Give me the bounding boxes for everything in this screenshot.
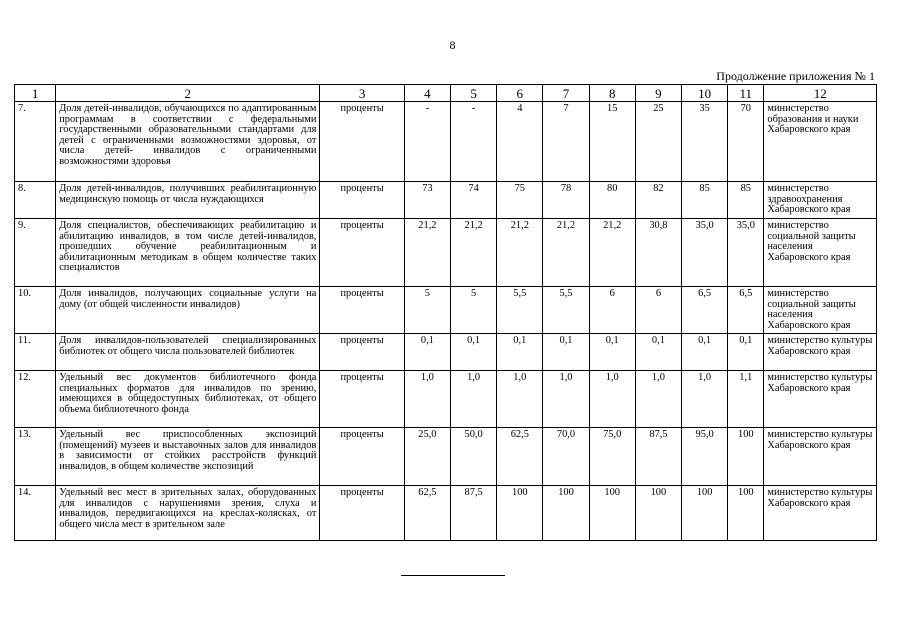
row-number: 9.: [15, 219, 56, 287]
row-number: 14.: [15, 486, 56, 541]
header-cell: 12: [764, 85, 877, 102]
value-cell: 87,5: [451, 486, 497, 541]
value-cell: 30,8: [635, 219, 681, 287]
continuation-caption: Продолжение приложения № 1: [716, 69, 875, 83]
header-cell: 10: [682, 85, 728, 102]
value-cell: 35,0: [682, 219, 728, 287]
value-cell: 50,0: [451, 428, 497, 486]
value-cell: 1,0: [635, 371, 681, 428]
header-cell: 8: [589, 85, 635, 102]
value-cell: 21,2: [543, 219, 589, 287]
header-cell: 4: [404, 85, 450, 102]
header-cell: 1: [15, 85, 56, 102]
value-cell: 82: [635, 182, 681, 219]
value-cell: 1,0: [543, 371, 589, 428]
value-cell: 0,1: [543, 334, 589, 371]
value-cell: 0,1: [728, 334, 764, 371]
responsible-cell: министерство социальной защиты населения Хабаровского края: [764, 219, 877, 287]
value-cell: 35: [682, 102, 728, 182]
header-cell: 9: [635, 85, 681, 102]
value-cell: 75,0: [589, 428, 635, 486]
value-cell: 21,2: [589, 219, 635, 287]
row-number: 7.: [15, 102, 56, 182]
row-number: 12.: [15, 371, 56, 428]
value-cell: 100: [497, 486, 543, 541]
value-cell: 5: [451, 287, 497, 334]
responsible-cell: министерство культуры Хабаровского края: [764, 428, 877, 486]
value-cell: 6: [589, 287, 635, 334]
value-cell: 100: [728, 486, 764, 541]
value-cell: 85: [728, 182, 764, 219]
indicator-cell: Доля детей-инвалидов, обучающихся по адаптированным программам в соответствии с федеральными государственными образовательными стандартами для детей с ограниченными возможностями здоровья, от числа детей- инвалидов с ограниченными возможностями здоровья: [56, 102, 320, 182]
header-cell: 3: [320, 85, 404, 102]
page-number: 8: [449, 38, 456, 52]
table-row: [15, 287, 877, 334]
responsible-cell: министерство образования и науки Хабаровского края: [764, 102, 877, 182]
value-cell: 0,1: [451, 334, 497, 371]
table-row: [15, 219, 877, 287]
responsible-cell: министерство культуры Хабаровского края: [764, 334, 877, 371]
value-cell: 6,5: [728, 287, 764, 334]
table-row: [15, 334, 877, 371]
responsible-cell: министерство культуры Хабаровского края: [764, 371, 877, 428]
value-cell: 0,1: [497, 334, 543, 371]
header-cell: 6: [497, 85, 543, 102]
value-cell: 100: [589, 486, 635, 541]
value-cell: 80: [589, 182, 635, 219]
value-cell: 6,5: [682, 287, 728, 334]
value-cell: -: [404, 102, 450, 182]
responsible-cell: министерство культуры Хабаровского края: [764, 486, 877, 541]
header-row: [15, 85, 877, 102]
value-cell: 73: [404, 182, 450, 219]
value-cell: 5,5: [543, 287, 589, 334]
value-cell: 100: [682, 486, 728, 541]
value-cell: 1,0: [589, 371, 635, 428]
value-cell: 70: [728, 102, 764, 182]
value-cell: 5,5: [497, 287, 543, 334]
value-cell: 7: [543, 102, 589, 182]
header-cell: 11: [728, 85, 764, 102]
value-cell: 15: [589, 102, 635, 182]
value-cell: 1,0: [404, 371, 450, 428]
value-cell: 0,1: [635, 334, 681, 371]
table-row: [15, 102, 877, 182]
value-cell: 100: [635, 486, 681, 541]
unit-cell: проценты: [320, 182, 404, 219]
value-cell: 21,2: [451, 219, 497, 287]
row-number: 11.: [15, 334, 56, 371]
value-cell: 21,2: [404, 219, 450, 287]
value-cell: 75: [497, 182, 543, 219]
table-row: [15, 371, 877, 428]
value-cell: 21,2: [497, 219, 543, 287]
indicator-cell: Удельный вес мест в зрительных залах, оборудованных для инвалидов с нарушениями зрения, слуха и инвалидов, передвигающихся на креслах-колясках, от общего числа мест в зрительном зале: [56, 486, 320, 541]
value-cell: 62,5: [404, 486, 450, 541]
indicator-cell: Доля инвалидов-пользователей специализированных библиотек от общего числа пользователей библиотек: [56, 334, 320, 371]
value-cell: 1,0: [451, 371, 497, 428]
value-cell: 70,0: [543, 428, 589, 486]
value-cell: -: [451, 102, 497, 182]
unit-cell: проценты: [320, 102, 404, 182]
footer-divider: [401, 575, 505, 576]
value-cell: 4: [497, 102, 543, 182]
unit-cell: проценты: [320, 428, 404, 486]
indicator-cell: Доля специалистов, обеспечивающих реабилитацию и абилитацию инвалидов, в том числе детей-инвалидов, прошедших обучение реабилитационным и абилитационным методикам в общем количестве таких специалистов: [56, 219, 320, 287]
header-cell: 5: [451, 85, 497, 102]
value-cell: 1,1: [728, 371, 764, 428]
header-cell: 7: [543, 85, 589, 102]
value-cell: 0,1: [404, 334, 450, 371]
unit-cell: проценты: [320, 287, 404, 334]
value-cell: 100: [543, 486, 589, 541]
value-cell: 0,1: [589, 334, 635, 371]
responsible-cell: министерство здравоохранения Хабаровского края: [764, 182, 877, 219]
row-number: 8.: [15, 182, 56, 219]
indicator-cell: Доля детей-инвалидов, получивших реабилитационную медицинскую помощь от числа нуждающихся: [56, 182, 320, 219]
row-number: 13.: [15, 428, 56, 486]
table-row: [15, 182, 877, 219]
table-row: [15, 428, 877, 486]
indicator-cell: Удельный вес документов библиотечного фонда специальных форматов для инвалидов по зрению, имеющихся в общедоступных библиотеках, от общего объема библиотечного фонда: [56, 371, 320, 428]
value-cell: 1,0: [497, 371, 543, 428]
value-cell: 1,0: [682, 371, 728, 428]
unit-cell: проценты: [320, 486, 404, 541]
unit-cell: проценты: [320, 219, 404, 287]
value-cell: 6: [635, 287, 681, 334]
value-cell: 5: [404, 287, 450, 334]
value-cell: 78: [543, 182, 589, 219]
value-cell: 0,1: [682, 334, 728, 371]
appendix-table: [14, 84, 877, 541]
header-cell: 2: [56, 85, 320, 102]
value-cell: 35,0: [728, 219, 764, 287]
row-number: 10.: [15, 287, 56, 334]
unit-cell: проценты: [320, 371, 404, 428]
value-cell: 85: [682, 182, 728, 219]
value-cell: 95,0: [682, 428, 728, 486]
value-cell: 87,5: [635, 428, 681, 486]
value-cell: 25,0: [404, 428, 450, 486]
value-cell: 62,5: [497, 428, 543, 486]
table-row: [15, 486, 877, 541]
responsible-cell: министерство социальной защиты населения Хабаровского края: [764, 287, 877, 334]
indicator-cell: Удельный вес приспособленных экспозиций (помещений) музеев и выставочных залов для инвалидов в зависимости от стойких расстройств функций инвалидов, в общем количестве экспозиций: [56, 428, 320, 486]
value-cell: 25: [635, 102, 681, 182]
unit-cell: проценты: [320, 334, 404, 371]
value-cell: 100: [728, 428, 764, 486]
indicator-cell: Доля инвалидов, получающих социальные услуги на дому (от общей численности инвалидов): [56, 287, 320, 334]
value-cell: 74: [451, 182, 497, 219]
